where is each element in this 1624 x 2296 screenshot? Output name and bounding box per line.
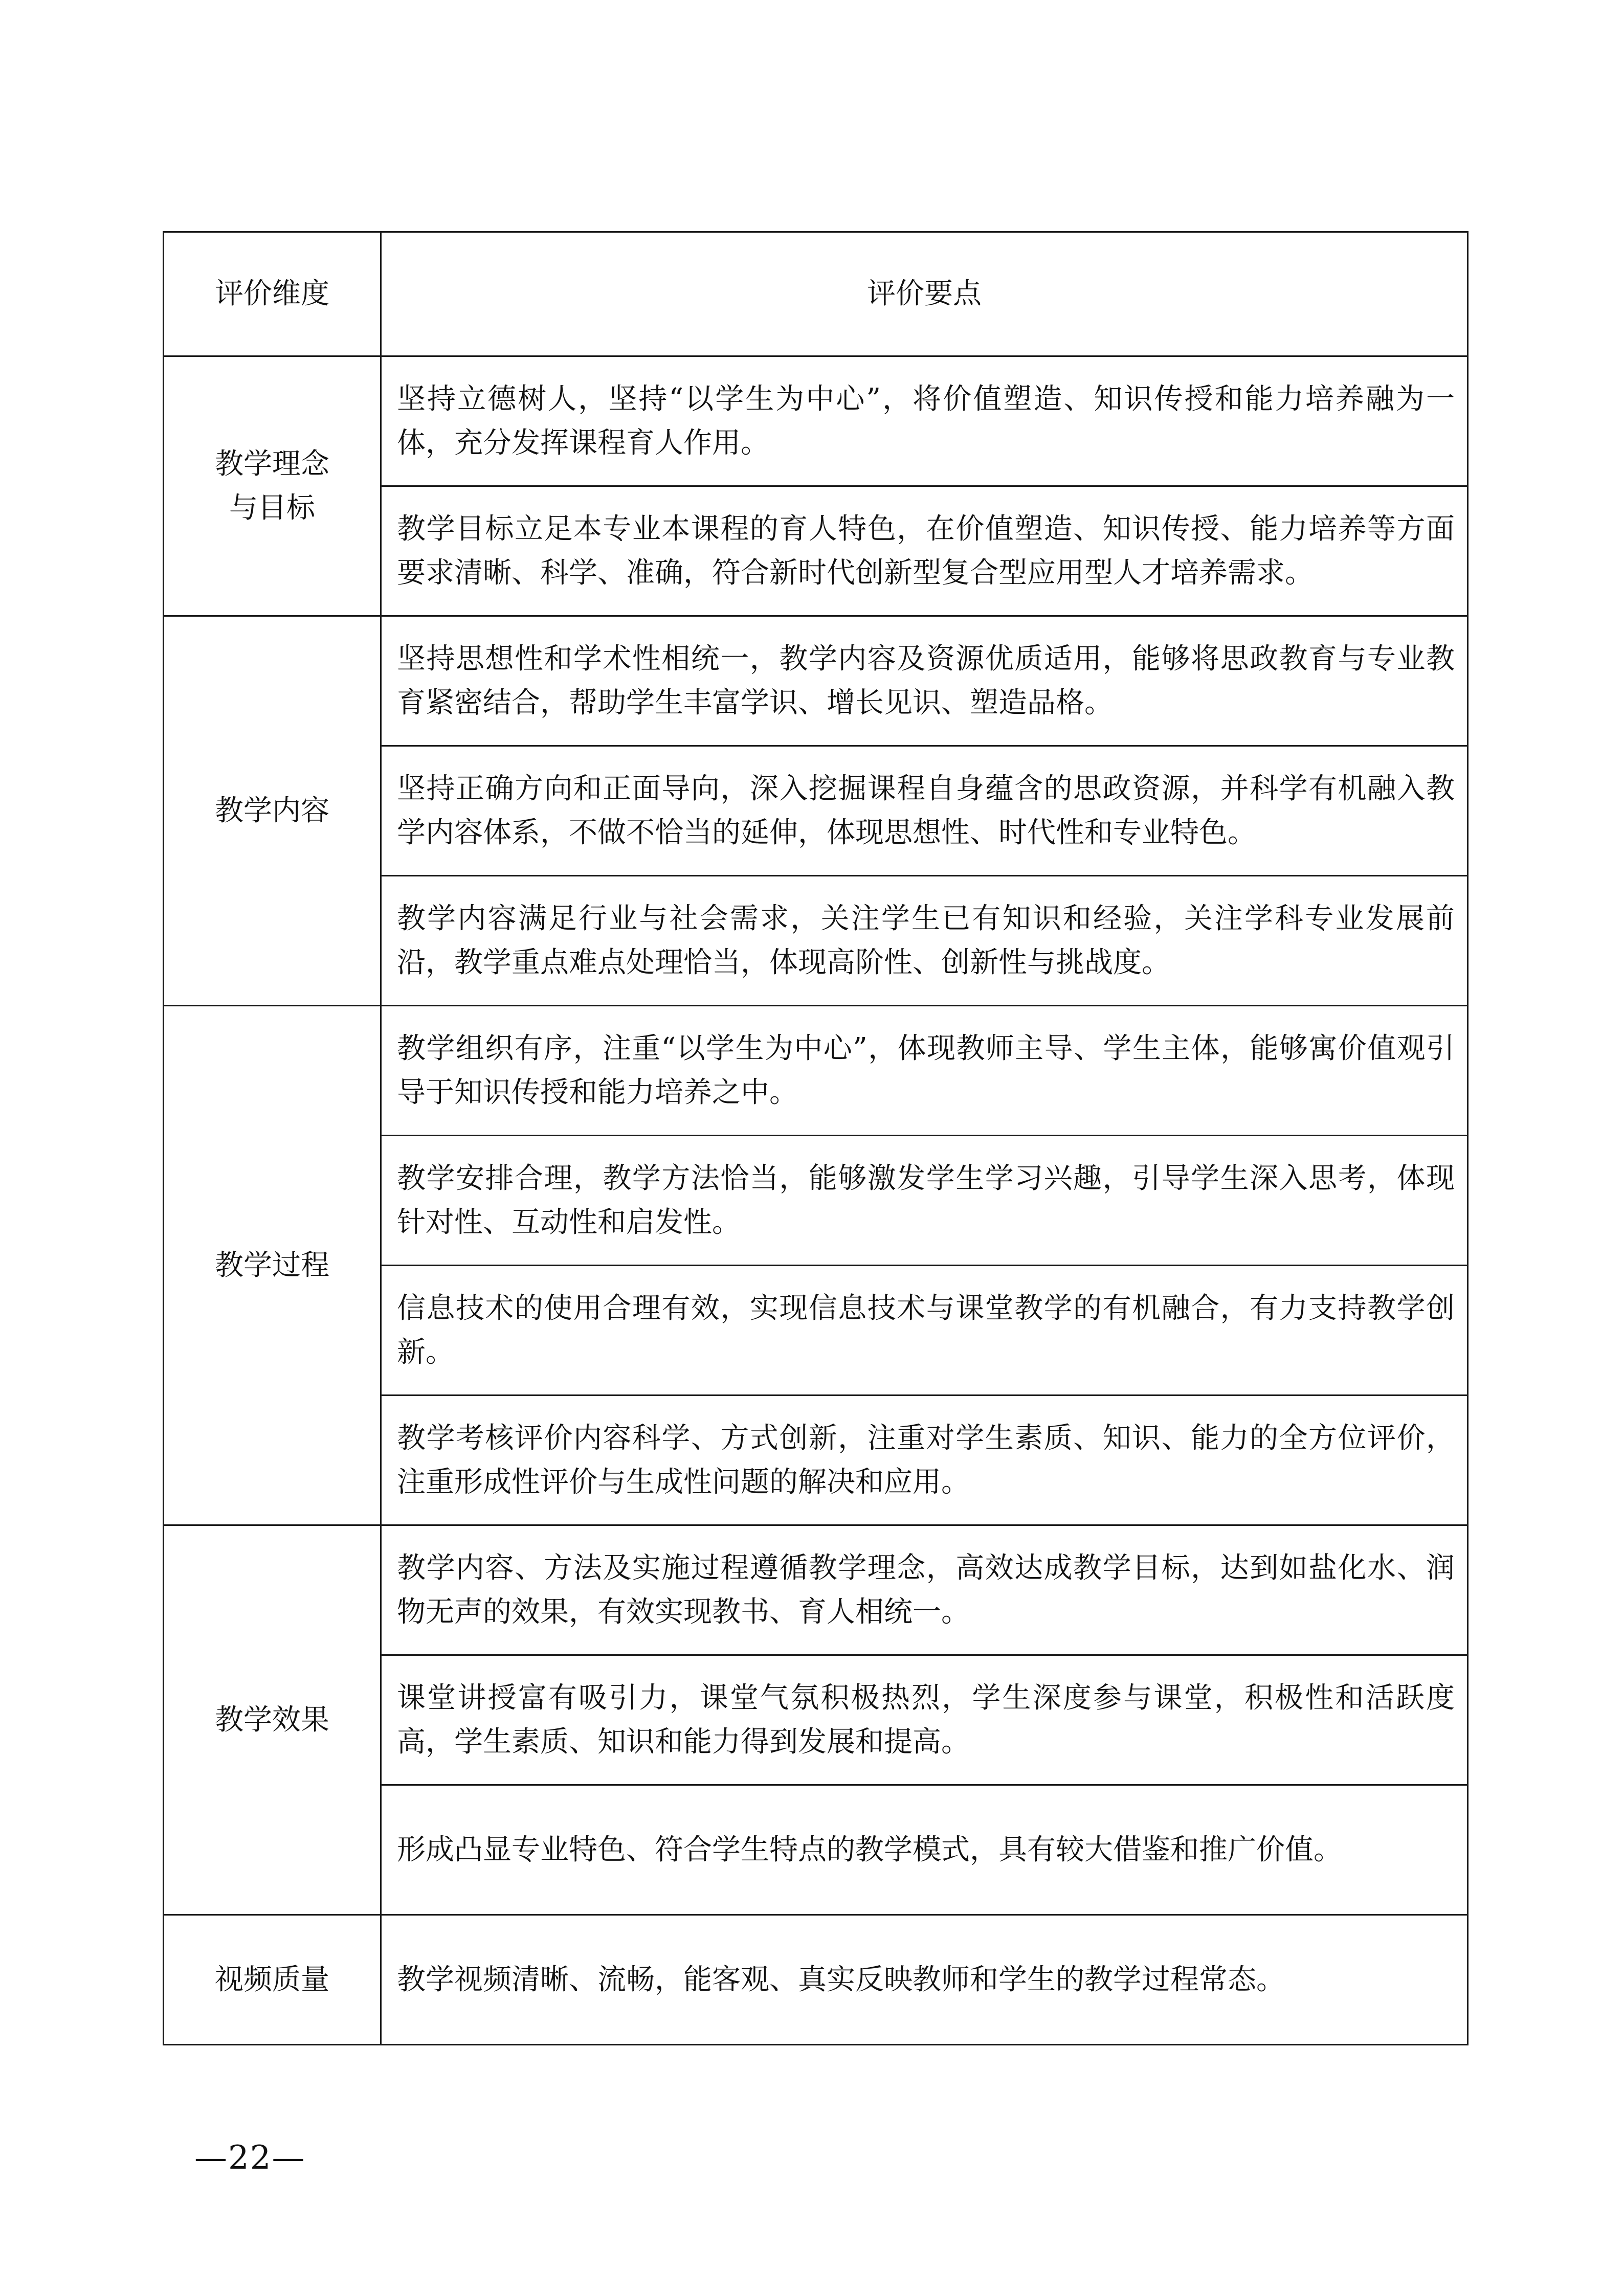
dimension-cell-video-quality bbox=[164, 1915, 381, 2045]
dimension-label-line: 与目标 bbox=[229, 491, 315, 525]
table-row bbox=[164, 1006, 1468, 1136]
point-cell: 教学安排合理，教学方法恰当，能够激发学生学习兴趣，引导学生深入思考，体现针对性、互动性和启发性。 bbox=[381, 1136, 1468, 1266]
dimension-label-line: 视频质量 bbox=[215, 1963, 329, 1996]
evaluation-table bbox=[163, 231, 1469, 2045]
point-cell: 坚持思想性和学术性相统一，教学内容及资源优质适用，能够将思政教育与专业教育紧密结合，帮助学生丰富学识、增长见识、塑造品格。 bbox=[381, 616, 1468, 746]
header-dimension: 评价维度 bbox=[164, 232, 381, 356]
point-cell: 形成凸显专业特色、符合学生特点的教学模式，具有较大借鉴和推广价值。 bbox=[381, 1785, 1468, 1915]
point-cell: 信息技术的使用合理有效，实现信息技术与课堂教学的有机融合，有力支持教学创新。 bbox=[381, 1266, 1468, 1395]
dimension-cell-teaching-content bbox=[164, 616, 381, 1006]
point-cell: 教学目标立足本专业本课程的育人特色，在价值塑造、知识传授、能力培养等方面要求清晰、科学、准确，符合新时代创新型复合型应用型人才培养需求。 bbox=[381, 486, 1468, 616]
dimension-label-line: 教学理念 bbox=[215, 447, 329, 481]
dimension-cell-teaching-process bbox=[164, 1006, 381, 1525]
page-number: —22— bbox=[194, 2139, 306, 2177]
point-cell: 教学内容、方法及实施过程遵循教学理念，高效达成教学目标，达到如盐化水、润物无声的效果，有效实现教书、育人相统一。 bbox=[381, 1525, 1468, 1655]
point-cell: 教学考核评价内容科学、方式创新，注重对学生素质、知识、能力的全方位评价，注重形成性评价与生成性问题的解决和应用。 bbox=[381, 1395, 1468, 1525]
point-cell: 教学内容满足行业与社会需求，关注学生已有知识和经验，关注学科专业发展前沿，教学重点难点处理恰当，体现高阶性、创新性与挑战度。 bbox=[381, 876, 1468, 1006]
table-row bbox=[164, 1525, 1468, 1655]
table-row bbox=[164, 356, 1468, 486]
dimension-cell-teaching-effect bbox=[164, 1525, 381, 1915]
table-header-row bbox=[164, 232, 1468, 356]
point-cell: 坚持立德树人，坚持“以学生为中心”，将价值塑造、知识传授和能力培养融为一体，充分发挥课程育人作用。 bbox=[381, 356, 1468, 486]
dimension-cell-teaching-philosophy bbox=[164, 356, 381, 616]
point-cell: 教学组织有序，注重“以学生为中心”，体现教师主导、学生主体，能够寓价值观引导于知识传授和能力培养之中。 bbox=[381, 1006, 1468, 1136]
point-cell: 坚持正确方向和正面导向，深入挖掘课程自身蕴含的思政资源，并科学有机融入教学内容体系，不做不恰当的延伸，体现思想性、时代性和专业特色。 bbox=[381, 746, 1468, 876]
table-row bbox=[164, 616, 1468, 746]
dimension-label-line: 教学过程 bbox=[215, 1248, 329, 1282]
dimension-label-line: 教学内容 bbox=[215, 794, 329, 827]
table-row bbox=[164, 1915, 1468, 2045]
point-cell: 课堂讲授富有吸引力，课堂气氛积极热烈，学生深度参与课堂，积极性和活跃度高，学生素质、知识和能力得到发展和提高。 bbox=[381, 1655, 1468, 1785]
dimension-label-line: 教学效果 bbox=[215, 1703, 329, 1737]
point-cell: 教学视频清晰、流畅，能客观、真实反映教师和学生的教学过程常态。 bbox=[381, 1915, 1468, 2045]
header-points: 评价要点 bbox=[381, 232, 1468, 356]
